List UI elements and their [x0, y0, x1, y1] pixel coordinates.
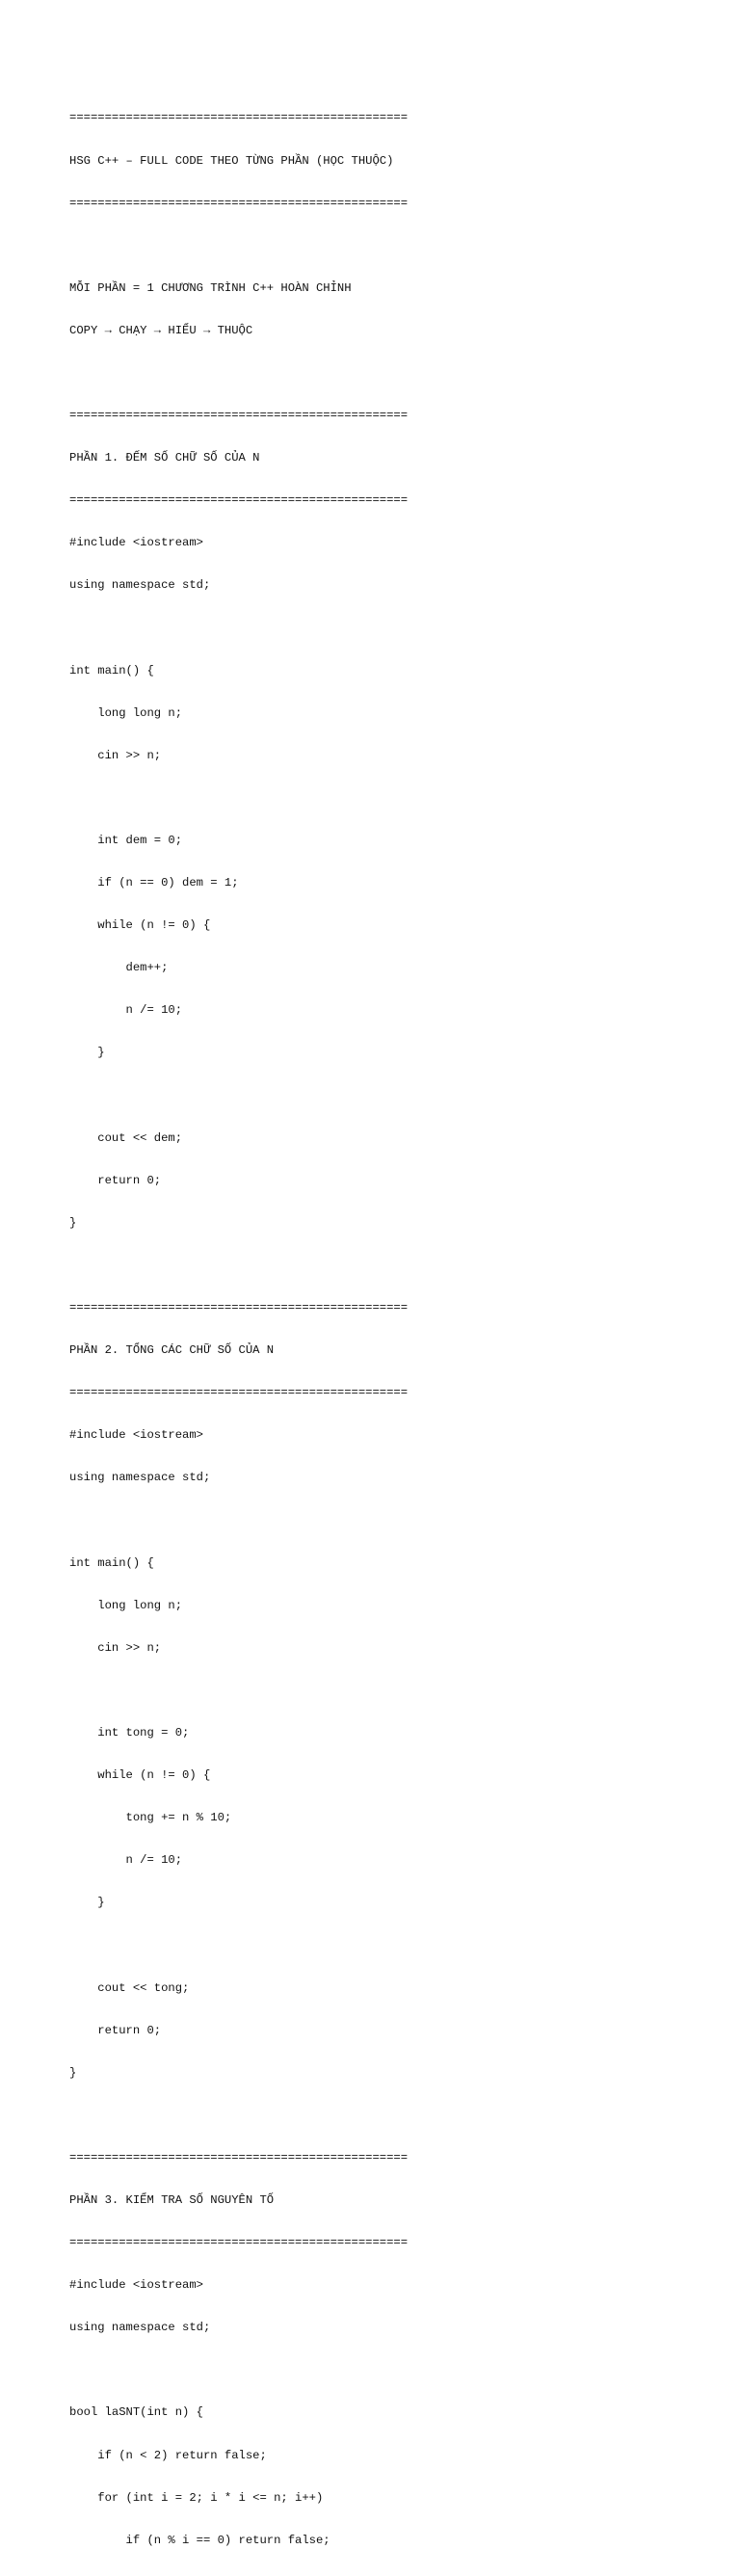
document-title: HSG C++ – FULL CODE THEO TỪNG PHẦN (HỌC THUỘC): [69, 153, 394, 168]
code-line: }: [69, 1046, 105, 1060]
code-line: using namespace std;: [69, 578, 211, 593]
code-line: long long n;: [69, 1598, 183, 1612]
code-line: }: [69, 1896, 105, 1910]
code-line: return 0;: [69, 2023, 162, 2037]
blank-line: [69, 366, 725, 381]
code-line: while (n != 0) {: [69, 918, 211, 933]
separator-line: ================================================: [69, 493, 409, 508]
code-line: cin >> n;: [69, 748, 162, 762]
intro-line: MỖI PHẦN = 1 CHƯƠNG TRÌNH C++ HOÀN CHỈNH: [69, 280, 352, 295]
blank-line: [69, 1514, 725, 1528]
code-document: [69, 83, 725, 2576]
section-heading: PHẦN 1. ĐẾM SỐ CHỮ SỐ CỦA N: [69, 451, 260, 465]
code-line: }: [69, 2065, 77, 2080]
code-line: long long n;: [69, 705, 183, 720]
code-line: cout << dem;: [69, 1130, 183, 1145]
separator-line: ================================================: [69, 196, 409, 210]
separator-line: ================================================: [69, 1301, 409, 1315]
code-line: if (n < 2) return false;: [69, 2448, 267, 2462]
section-heading: PHẦN 2. TỔNG CÁC CHỮ SỐ CỦA N: [69, 1343, 275, 1358]
code-line: }: [69, 1215, 77, 1230]
code-line: bool laSNT(int n) {: [69, 2405, 203, 2420]
blank-line: [69, 791, 725, 806]
separator-line: ================================================: [69, 2150, 409, 2164]
blank-line: [69, 1089, 725, 1103]
code-line: while (n != 0) {: [69, 1768, 211, 1783]
blank-line: [69, 239, 725, 253]
code-line: if (n == 0) dem = 1;: [69, 876, 239, 890]
code-line: int main() {: [69, 1555, 154, 1570]
code-line: n /= 10;: [69, 1853, 183, 1868]
code-line: if (n % i == 0) return false;: [69, 2533, 330, 2547]
code-line: tong += n % 10;: [69, 1811, 232, 1825]
separator-line: ================================================: [69, 2236, 409, 2250]
code-line: dem++;: [69, 961, 169, 975]
code-line: using namespace std;: [69, 2321, 211, 2335]
blank-line: [69, 2109, 725, 2123]
code-line: int main() {: [69, 663, 154, 677]
blank-line: [69, 2363, 725, 2377]
code-line: #include <iostream>: [69, 1428, 203, 1443]
code-line: n /= 10;: [69, 1003, 183, 1018]
code-line: for (int i = 2; i * i <= n; i++): [69, 2490, 324, 2505]
blank-line: [69, 1684, 725, 1698]
code-line: int dem = 0;: [69, 834, 183, 847]
intro-line: COPY → CHẠY → HIỂU → THUỘC: [69, 323, 253, 337]
code-line: int tong = 0;: [69, 1725, 190, 1739]
separator-line: ================================================: [69, 409, 409, 423]
code-line: #include <iostream>: [69, 536, 203, 550]
blank-line: [69, 622, 725, 636]
code-line: cout << tong;: [69, 1980, 190, 1995]
separator-line: ================================================: [69, 111, 409, 125]
code-line: return 0;: [69, 1173, 162, 1187]
code-line: cin >> n;: [69, 1640, 162, 1655]
blank-line: [69, 1938, 725, 1952]
code-line: using namespace std;: [69, 1471, 211, 1485]
section-heading: PHẦN 3. KIỂM TRA SỐ NGUYÊN TỐ: [69, 2193, 275, 2207]
blank-line: [69, 1259, 725, 1273]
code-line: #include <iostream>: [69, 2278, 203, 2293]
separator-line: ================================================: [69, 1386, 409, 1400]
